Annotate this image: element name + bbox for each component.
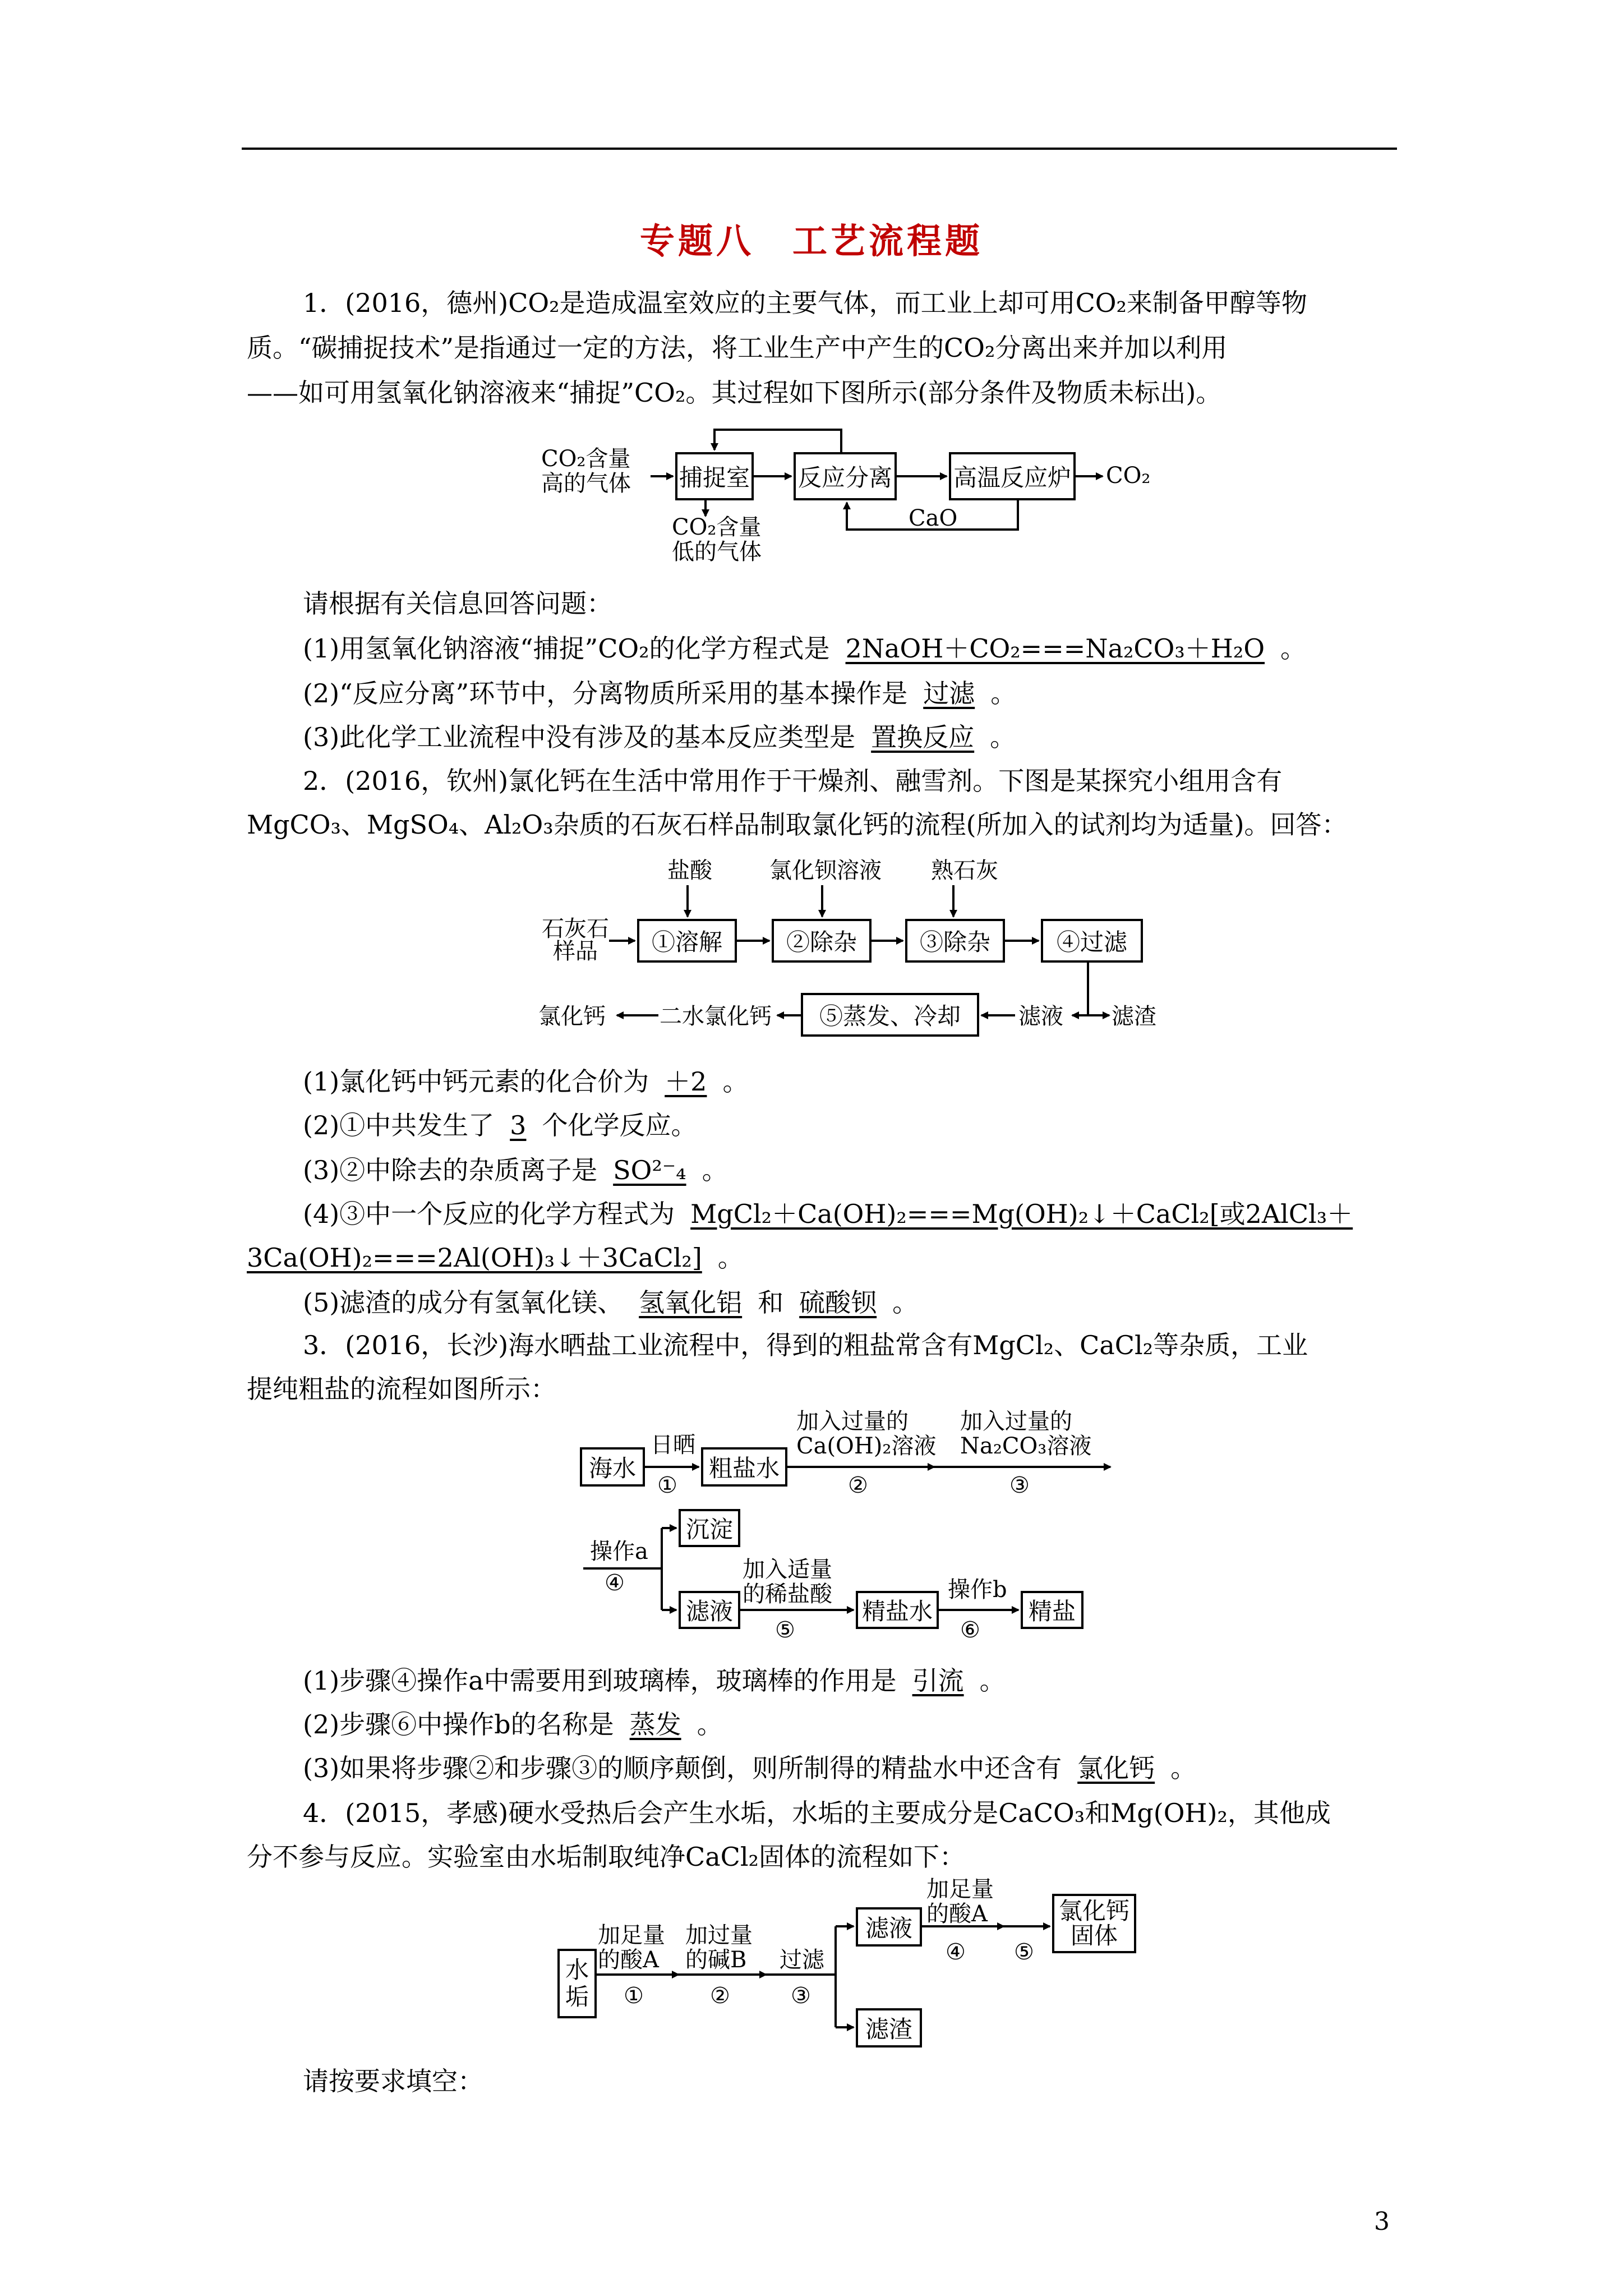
q1-answer-3: 置换反应 — [871, 722, 975, 752]
q4-line-1: 4．(2015，孝感)硬水受热后会产生水垢，水垢的主要成分是CaCO₃和Mg(OH)₂，其他成 — [303, 1798, 1331, 1828]
q3-line-2: 提纯粗盐的流程如图所示： — [247, 1374, 556, 1404]
q2-reagent-hcl: 盐酸 — [667, 858, 712, 884]
q1-input-label-1: CO₂含量 — [541, 446, 631, 472]
q2-answer-4-cont: 3Ca(OH)₂===2Al(OH)₃↓＋3CaCl₂] — [247, 1243, 702, 1273]
q4-outro: 请按要求填空： — [303, 2066, 483, 2096]
q3-step-2-l2: Ca(OH)₂溶液 — [796, 1433, 937, 1459]
q4-box-product: 氯化钙 固体 — [1052, 1894, 1136, 1953]
q4-num-3: ③ — [791, 1983, 811, 2009]
q4-step-3: 过滤 — [780, 1947, 824, 1973]
q1-answer-2: 过滤 — [923, 678, 975, 708]
q4-num-5: ⑤ — [1014, 1939, 1034, 1965]
q4-step-1-l1: 加足量 — [598, 1922, 665, 1948]
q3-num-3: ③ — [1009, 1473, 1030, 1498]
q1-loop-cao: CaO — [909, 505, 958, 531]
q2-input-label-1: 石灰石 — [542, 916, 609, 942]
q4-num-4: ④ — [946, 1939, 966, 1965]
q3-part-1: (1)步骤④操作a中需要用到玻璃棒，玻璃棒的作用是 引流 。 — [303, 1665, 1006, 1696]
q2-answer-5a: 氢氧化铝 — [639, 1287, 743, 1318]
q1-part-1: (1)用氢氧化钠溶液“捕捉”CO₂的化学方程式是 2NaOH＋CO₂===Na₂CO₃＋H₂O 。 — [303, 633, 1307, 664]
q3-box-filtrate: 滤液 — [679, 1591, 740, 1629]
q4-num-2: ② — [710, 1983, 730, 2009]
q3-op-b: 操作b — [948, 1577, 1007, 1603]
q3-part-2: (2)步骤⑥中操作b的名称是 蒸发 。 — [303, 1709, 723, 1740]
q3-box-refined-brine: 精盐水 — [856, 1591, 939, 1629]
q3-step-5-l2: 的稀盐酸 — [743, 1581, 832, 1607]
q2-part-3: (3)②中除去的杂质离子是 SO²⁻₄ 。 — [303, 1155, 728, 1185]
q1-line-1: 1．(2016，德州)CO₂是造成温室效应的主要气体，而工业上却可用CO₂来制备甲醇等物 — [303, 288, 1307, 318]
q2-dihydrate: 二水氯化钙 — [660, 1004, 772, 1029]
q2-part-5: (5)滤渣的成分有氢氧化镁、 氢氧化铝 和 硫酸钡 。 — [303, 1287, 919, 1318]
page-title: 专题八 工艺流程题 — [639, 220, 983, 261]
q1-output-co2: CO₂ — [1106, 463, 1151, 489]
q1-part-2: (2)“反应分离”环节中，分离物质所采用的基本操作是 过滤 。 — [303, 678, 1017, 708]
q2-answer-1: ＋2 — [665, 1066, 707, 1097]
q4-box-scale: 水 垢 — [557, 1949, 597, 2018]
q1-box-high-temp-furnace: 高温反应炉 — [949, 452, 1076, 500]
q2-answer-5b: 硫酸钡 — [799, 1287, 877, 1318]
q3-answer-3: 氯化钙 — [1077, 1753, 1155, 1783]
q3-num-2: ② — [848, 1473, 868, 1498]
q2-product: 氯化钙 — [538, 1004, 606, 1029]
q4-box-filtrate: 滤液 — [856, 1907, 922, 1947]
q3-step-2-l1: 加入过量的 — [796, 1409, 909, 1434]
q1-low-label-1: CO₂含量 — [672, 514, 762, 540]
q3-step-3-l1: 加入过量的 — [960, 1409, 1072, 1434]
q3-step-3-l2: Na₂CO₃溶液 — [960, 1433, 1092, 1459]
q4-num-1: ① — [624, 1983, 644, 2009]
q1-box-reaction-separation: 反应分离 — [794, 452, 897, 500]
q2-part-1: (1)氯化钙中钙元素的化合价为 ＋2 。 — [303, 1066, 749, 1097]
q3-step-1: 日晒 — [651, 1432, 695, 1458]
q2-reagent-bacl2: 氯化钡溶液 — [769, 858, 882, 884]
q4-step-2-l2: 的碱B — [685, 1947, 747, 1973]
q2-answer-4: MgCl₂＋Ca(OH)₂===Mg(OH)₂↓＋CaCl₂[或2AlCl₃＋ — [690, 1199, 1353, 1229]
q3-part-3: (3)如果将步骤②和步骤③的顺序颠倒，则所制得的精盐水中还含有 氯化钙 。 — [303, 1753, 1197, 1783]
q2-part-2: (2)①中共发生了 3 个化学反应。 — [303, 1110, 697, 1140]
q3-answer-1: 引流 — [912, 1665, 964, 1696]
q2-line-1: 2．(2016，钦州)氯化钙在生活中常用作于干燥剂、融雪剂。下图是某探究小组用含有 — [303, 766, 1283, 796]
q3-num-6: ⑥ — [960, 1617, 980, 1643]
q4-step-4-l1: 加足量 — [926, 1876, 994, 1902]
q2-box-dissolve: ①溶解 — [637, 919, 737, 963]
q2-answer-2: 3 — [510, 1110, 527, 1140]
q4-line-2: 分不参与反应。实验室由水垢制取纯净CaCl₂固体的流程如下： — [247, 1842, 965, 1872]
q1-input-label-2: 高的气体 — [541, 471, 631, 496]
q4-step-4-l2: 的酸A — [926, 1901, 988, 1927]
q3-box-brine: 粗盐水 — [701, 1447, 787, 1487]
q3-box-precipitate: 沉淀 — [679, 1509, 740, 1547]
q3-box-seawater: 海水 — [580, 1447, 645, 1487]
q2-box-filter: ④过滤 — [1041, 919, 1143, 963]
q2-reagent-lime: 熟石灰 — [931, 858, 998, 884]
q3-num-1: ① — [657, 1473, 677, 1498]
q2-box-remove-1: ②除杂 — [772, 919, 872, 963]
q1-answer-1: 2NaOH＋CO₂===Na₂CO₃＋H₂O — [845, 633, 1265, 664]
q2-residue: 滤渣 — [1112, 1004, 1156, 1029]
q3-num-5: ⑤ — [775, 1617, 795, 1643]
q4-box-residue: 滤渣 — [856, 2008, 922, 2047]
q2-part-4-cont: 3Ca(OH)₂===2Al(OH)₃↓＋3CaCl₂] 。 — [247, 1243, 744, 1273]
q4-step-2-l1: 加过量 — [685, 1922, 753, 1948]
q2-part-4: (4)③中一个反应的化学方程式为 MgCl₂＋Ca(OH)₂===Mg(OH)₂↓＋CaCl₂[或2AlCl₃＋ — [303, 1199, 1353, 1229]
q1-line-3: ——如可用氢氧化钠溶液来“捕捉”CO₂。其过程如下图所示(部分条件及物质未标出)。 — [247, 378, 1222, 408]
q2-input-label-2: 样品 — [553, 938, 598, 964]
q4-step-1-l2: 的酸A — [598, 1947, 659, 1973]
q2-filtrate: 滤液 — [1018, 1004, 1063, 1029]
q1-part-3: (3)此化学工业流程中没有涉及的基本反应类型是 置换反应 。 — [303, 722, 1016, 752]
q2-box-remove-2: ③除杂 — [905, 919, 1005, 963]
q3-op-a: 操作a — [590, 1539, 648, 1565]
q2-box-evaporate: ⑤蒸发、冷却 — [801, 993, 979, 1037]
q1-line-2: 质。“碳捕捉技术”是指通过一定的方法，将工业生产中产生的CO₂分离出来并加以利用 — [247, 333, 1228, 363]
q1-intro: 请根据有关信息回答问题： — [303, 588, 612, 619]
q3-num-4: ④ — [605, 1570, 625, 1596]
q1-box-capture-room: 捕捉室 — [675, 452, 754, 500]
page-number: 3 — [1374, 2207, 1390, 2236]
q2-answer-3: SO²⁻₄ — [613, 1155, 686, 1185]
q3-step-5-l1: 加入适量 — [743, 1557, 832, 1582]
q1-low-label-2: 低的气体 — [672, 539, 762, 565]
q3-line-1: 3．(2016，长沙)海水晒盐工业流程中，得到的粗盐常含有MgCl₂、CaCl₂等杂质，工业 — [303, 1330, 1308, 1360]
q3-box-refined-salt: 精盐 — [1021, 1591, 1083, 1629]
q3-answer-2: 蒸发 — [629, 1709, 681, 1740]
q2-line-2: MgCO₃、MgSO₄、Al₂O₃杂质的石灰石样品制取氯化钙的流程(所加入的试剂均为适量)。回答： — [247, 809, 1348, 840]
